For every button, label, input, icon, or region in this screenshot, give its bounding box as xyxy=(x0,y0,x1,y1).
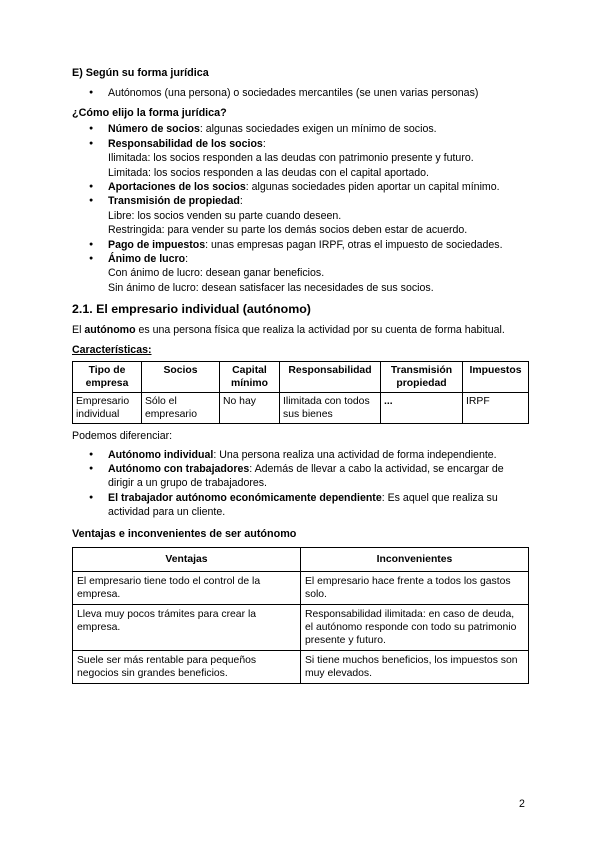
section-e-list xyxy=(72,86,528,100)
vi-heading: Ventajas e inconvenientes de ser autónomo xyxy=(72,527,297,540)
table-row xyxy=(73,650,529,683)
list-item: ● Autónomo individual: Una persona realiza una actividad de forma independiente. xyxy=(72,448,528,462)
table-cell: ... xyxy=(381,393,463,424)
choose-list xyxy=(72,122,528,295)
list-item: ● Autónomo con trabajadores: Además de llevar a cabo la actividad, se encargar de dirigir a un grupo de trabajadores. xyxy=(72,462,528,491)
differ-list xyxy=(72,448,528,520)
characteristics-heading: Características: xyxy=(72,343,152,356)
table-header: Transmisión propiedad xyxy=(381,362,463,393)
differ-intro: Podemos diferenciar: xyxy=(72,430,173,443)
table-header: Socios xyxy=(142,362,220,393)
list-item: ● Ánimo de lucro: Con ánimo de lucro: desean ganar beneficios. Sin ánimo de lucro: desean satisfacer las necesidades de sus socios. xyxy=(72,252,528,295)
list-item: ● Número de socios: algunas sociedades exigen un mínimo de socios. xyxy=(72,122,528,136)
pros-cons-table xyxy=(72,547,529,684)
table-header: Responsabilidad xyxy=(280,362,381,393)
table-cell: Si tiene muchos beneficios, los impuestos son muy elevados. xyxy=(301,650,529,683)
table-cell: Suele ser más rentable para pequeños negocios sin grandes beneficios. xyxy=(73,650,301,683)
list-item: ● Pago de impuestos: unas empresas pagan IRPF, otras el impuesto de sociedades. xyxy=(72,238,528,252)
page-number: 2 xyxy=(519,798,525,810)
table-row xyxy=(73,393,529,424)
table-header: Capital mínimo xyxy=(220,362,280,393)
table-header: Inconvenientes xyxy=(301,547,529,571)
list-item: ● Responsabilidad de los socios: Ilimitada: los socios responden a las deudas con patrimonio presente y futuro. Limitada: los socios responden a las deudas con el capital aportado. xyxy=(72,137,528,180)
table-row xyxy=(73,571,529,604)
choose-heading: ¿Cómo elijo la forma jurídica? xyxy=(72,107,227,120)
autonomo-intro: El autónomo es una persona física que realiza la actividad por su cuenta de forma habitual. xyxy=(72,324,505,337)
section-e-heading: E) Según su forma jurídica xyxy=(72,67,209,79)
table-cell: El empresario hace frente a todos los gastos solo. xyxy=(301,571,529,604)
table-header: Ventajas xyxy=(73,547,301,571)
list-item: ● Aportaciones de los socios: algunas sociedades piden aportar un capital mínimo. xyxy=(72,180,528,194)
table-cell: Empresario individual xyxy=(73,393,142,424)
table-row xyxy=(73,604,529,650)
table-cell: Ilimitada con todos sus bienes xyxy=(280,393,381,424)
characteristics-table xyxy=(72,361,529,424)
section-21-heading: 2.1. El empresario individual (autónomo) xyxy=(72,302,311,317)
list-item: ● Autónomos (una persona) o sociedades mercantiles (se unen varias personas) xyxy=(72,86,528,100)
table-cell: No hay xyxy=(220,393,280,424)
table-header-row xyxy=(73,362,529,393)
list-item: ● El trabajador autónomo económicamente dependiente: Es aquel que realiza su actividad para un cliente. xyxy=(72,491,528,520)
table-header-row xyxy=(73,547,529,571)
table-cell: Responsabilidad ilimitada: en caso de deuda, el autónomo responde con todo su patrimonio presente y futuro. xyxy=(301,604,529,650)
table-cell: IRPF xyxy=(463,393,529,424)
list-item: ● Transmisión de propiedad: Libre: los socios venden su parte cuando deseen. Restringida: para vender su parte los demás socios deben estar de acuerdo. xyxy=(72,194,528,237)
page-content xyxy=(72,66,528,684)
table-header: Tipo de empresa xyxy=(73,362,142,393)
table-cell: Sólo el empresario xyxy=(142,393,220,424)
table-header: Impuestos xyxy=(463,362,529,393)
table-cell: El empresario tiene todo el control de la empresa. xyxy=(73,571,301,604)
table-cell: Lleva muy pocos trámites para crear la empresa. xyxy=(73,604,301,650)
